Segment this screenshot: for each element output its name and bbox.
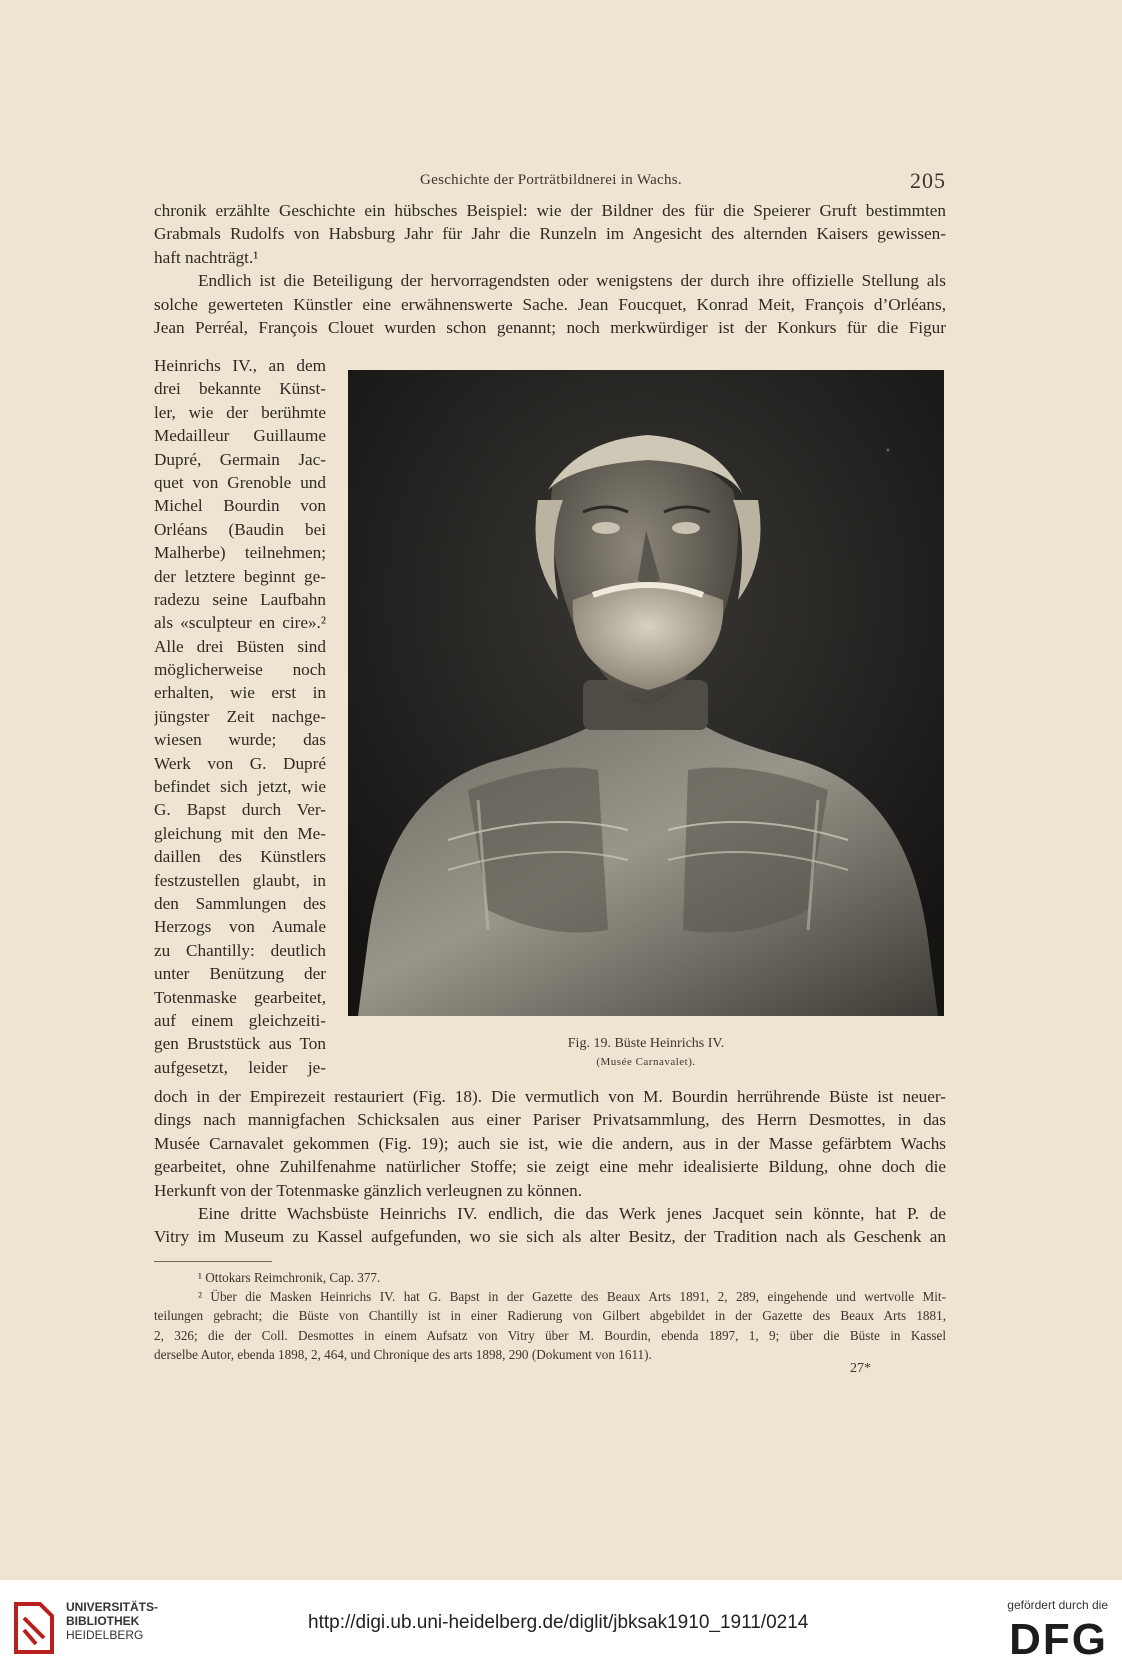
column-line: Michel Bourdin von bbox=[154, 496, 326, 516]
column-line: befindet sich jetzt, wie bbox=[154, 777, 326, 797]
text-line: gearbeitet, ohne Zuhilfenahme natürlicher Stoffe; sie zeigt eine mehr idealisierte Bildung, ohne doch die bbox=[154, 1157, 946, 1177]
text-top bbox=[154, 199, 946, 339]
bust-illustration bbox=[348, 370, 944, 1016]
text-line: Endlich ist die Beteiligung der hervorragendsten oder wenigstens der durch ihre offizielle Stellung als bbox=[198, 271, 946, 291]
text-line: solche gewerteten Künstler eine erwähnenswerte Sache. Jean Foucquet, Konrad Meit, François d’Orléans, bbox=[154, 294, 946, 314]
column-line: Orléans (Baudin bei bbox=[154, 519, 326, 539]
university-library-name bbox=[66, 1600, 158, 1642]
column-line: aufgesetzt, leider je- bbox=[154, 1057, 326, 1077]
library-line-3: HEIDELBERG bbox=[66, 1628, 144, 1642]
column-line: quet von Grenoble und bbox=[154, 472, 326, 492]
figure-subcaption: (Musée Carnavalet). bbox=[596, 1056, 696, 1068]
funded-by-label: gefördert durch die bbox=[1007, 1598, 1108, 1612]
column-line: Medailleur Guillaume bbox=[154, 426, 326, 446]
column-line: festzustellen glaubt, in bbox=[154, 870, 326, 890]
document-url-link[interactable]: http://digi.ub.uni-heidelberg.de/diglit/jbksak1910_1911/0214 bbox=[308, 1612, 809, 1633]
column-line: zu Chantilly: deutlich bbox=[154, 940, 326, 960]
column-line: jüngster Zeit nachge- bbox=[154, 706, 326, 726]
footer-bar bbox=[0, 1580, 1122, 1671]
text-line: doch in der Empirezeit restauriert (Fig. 18). Die vermutlich von M. Bourdin herrührende Büste ist neuer- bbox=[154, 1087, 946, 1106]
column-line: Werk von G. Dupré bbox=[154, 753, 326, 773]
column-line: möglicherweise noch bbox=[154, 660, 326, 680]
text-line: dings nach mannigfachen Schicksalen aus einer Pariser Privatsammlung, des Herrn Desmottes, in das bbox=[154, 1110, 946, 1130]
footnote-line: derselbe Autor, ebenda 1898, 2, 464, und Chronique des arts 1898, 290 (Dokument von 1611). bbox=[154, 1346, 652, 1362]
text-line: Musée Carnavalet gekommen (Fig. 19); auch sie ist, wie die andern, aus in der Masse gefärbtem Wachs bbox=[154, 1133, 946, 1153]
figure-caption: Fig. 19. Büste Heinrichs IV. bbox=[567, 1036, 725, 1051]
running-title: Geschichte der Porträtbildnerei in Wachs. bbox=[420, 172, 682, 188]
footnote-line: teilungen gebracht; die Büste von Chantilly ist in einer Radierung von Gilbert abgebildet in der Gazette des Beaux Arts 1881, bbox=[154, 1308, 946, 1324]
text-line: Herkunft von der Totenmaske gänzlich verleugnen zu können. bbox=[154, 1180, 583, 1200]
column-line: gleichung mit den Me- bbox=[154, 823, 326, 843]
column-line: der letztere beginnt ge- bbox=[154, 566, 326, 586]
column-line: den Sammlungen des bbox=[154, 893, 326, 913]
text-line: Eine dritte Wachsbüste Heinrichs IV. endlich, die das Werk jenes Jacquet sein könnte, hat P. de bbox=[198, 1203, 946, 1223]
column-line: gen Bruststück aus Ton bbox=[154, 1034, 326, 1054]
narrow-column bbox=[154, 354, 326, 1079]
column-line: radezu seine Laufbahn bbox=[154, 589, 326, 609]
column-line: Malherbe) teilnehmen; bbox=[154, 543, 326, 563]
footnote-line: 2, 326; die der Coll. Desmottes in einem Aufsatz von Vitry über M. Bourdin, ebenda 1897, 1, 9; über die Büste in Kassel bbox=[154, 1327, 946, 1343]
column-line: erhalten, wie erst in bbox=[154, 683, 326, 703]
library-line-1: UNIVERSITÄTS- bbox=[66, 1600, 159, 1614]
column-line: Heinrichs IV., an dem bbox=[154, 356, 326, 375]
column-line: drei bekannte Künst- bbox=[154, 379, 326, 399]
footnote-line: ¹ Ottokars Reimchronik, Cap. 377. bbox=[198, 1270, 381, 1285]
column-line: Totenmaske gearbeitet, bbox=[154, 987, 326, 1007]
column-line: unter Benützung der bbox=[154, 964, 326, 984]
column-line: als «sculpteur en cire».² bbox=[154, 613, 326, 633]
column-line: ler, wie der berühmte bbox=[154, 402, 326, 422]
text-line: Vitry im Museum zu Kassel aufgefunden, wo sie sich als alter Besitz, der Tradition nach als Geschenk an bbox=[154, 1227, 946, 1247]
text-bottom bbox=[154, 1085, 946, 1249]
column-line: Dupré, Germain Jac- bbox=[154, 449, 326, 469]
text-line: Jean Perréal, François Clouet wurden schon genannt; noch merkwürdiger ist der Konkurs für die Figur bbox=[154, 317, 946, 337]
page-number: 205 bbox=[910, 168, 946, 193]
column-line: Alle drei Büsten sind bbox=[154, 636, 326, 656]
text-line: haft nachträgt.¹ bbox=[154, 247, 259, 267]
footnote-rule bbox=[154, 1261, 272, 1262]
column-line: G. Bapst durch Ver- bbox=[154, 800, 326, 820]
signature-mark: 27* bbox=[850, 1361, 871, 1376]
column-line: wiesen wurde; das bbox=[154, 730, 326, 750]
running-header bbox=[154, 168, 946, 194]
university-library-logo-icon bbox=[10, 1600, 58, 1656]
library-line-2: BIBLIOTHEK bbox=[66, 1614, 140, 1628]
bust-photograph bbox=[348, 370, 944, 1016]
footnote-line: ² Über die Masken Heinrichs IV. hat G. Bapst in der Gazette des Beaux Arts 1891, 2, 289, eingehende und wertvolle Mit- bbox=[198, 1289, 946, 1305]
text-line: Grabmals Rudolfs von Habsburg Jahr für Jahr die Runzeln im Angesicht des alternden Kaisers gewissen- bbox=[154, 224, 946, 244]
text-line: chronik erzählte Geschichte ein hübsches Beispiel: wie der Bildner des für die Speierer Gruft bestimmten bbox=[154, 201, 946, 220]
dfg-logo: DFG bbox=[1009, 1615, 1108, 1664]
column-line: auf einem gleichzeiti- bbox=[154, 1010, 326, 1030]
column-line: Herzogs von Aumale bbox=[154, 917, 326, 937]
footnotes bbox=[154, 1268, 946, 1364]
column-line: daillen des Künstlers bbox=[154, 847, 326, 867]
